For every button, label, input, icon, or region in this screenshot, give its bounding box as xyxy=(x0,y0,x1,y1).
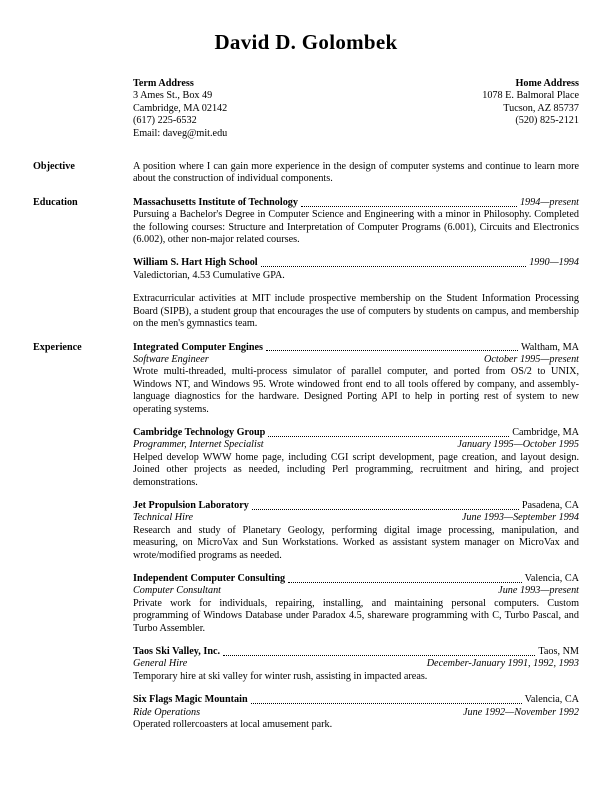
education-entry xyxy=(133,197,579,247)
dot-leader xyxy=(223,655,535,656)
education-body: Pursuing a Bachelor's Degree in Computer Science and Engineering with a minor in Philosophy. Completed the following courses: Structure and Interpretation of Computer Programs (6.001), Circuits and Electronics (6.002), other non-major related courses. xyxy=(133,209,579,246)
dot-leader xyxy=(261,266,527,267)
home-address-label: Home Address xyxy=(515,78,579,89)
experience-section xyxy=(33,342,579,732)
job-description: Operated rollercoasters at local amusement park. xyxy=(133,719,333,731)
term-address-line: Cambridge, MA 02142 xyxy=(133,102,228,114)
role-row xyxy=(133,707,579,719)
job-role: Technical Hire xyxy=(133,512,194,524)
job-description: Research and study of Planetary Geology, performing digital image processing, manipulation, and measuring, on MicroVax and Sun Workstations. Worked as assistant system manager on MicroVax and wrote/modified programs as needed. xyxy=(133,524,579,561)
section-label-experience: Experience xyxy=(33,341,82,353)
dot-leader xyxy=(251,703,522,704)
education-entry xyxy=(133,257,579,282)
job-dates: June 1992—November 1992 xyxy=(462,706,579,718)
experience-content xyxy=(133,342,579,732)
company-location: Valencia, CA xyxy=(524,573,579,584)
job-role: Ride Operations xyxy=(133,706,201,718)
company-location: Cambridge, MA xyxy=(512,426,579,438)
job-dates: June 1993—September 1994 xyxy=(461,512,579,524)
education-dates: 1990—1994 xyxy=(529,257,579,269)
entry-heading xyxy=(133,573,579,585)
role-row xyxy=(133,354,579,366)
experience-entry xyxy=(133,342,579,416)
company-location: Pasadena, CA xyxy=(521,499,579,511)
education-note: Extracurricular activities at MIT include prospective membership on the Student Information Processing Board (SIPB), a student group that encourages the use of computers by students on campus, and membership on the men's gymnastics team. xyxy=(133,293,579,330)
company-name: Six Flags Magic Mountain xyxy=(133,694,248,706)
objective-text: A position where I can gain more experience in the design of computer systems and continue to learn more about the construction of individual components. xyxy=(133,161,579,185)
home-address-line: 1078 E. Balmoral Place xyxy=(482,90,579,102)
entry-heading xyxy=(133,694,579,706)
company-name: Taos Ski Valley, Inc. xyxy=(133,646,221,658)
term-address-block xyxy=(133,78,227,140)
job-dates: June 1993—present xyxy=(498,585,579,597)
objective-content xyxy=(133,161,579,186)
company-name: Independent Computer Consulting xyxy=(133,573,286,584)
page-title: David D. Golombek xyxy=(214,30,398,54)
role-row xyxy=(133,585,579,597)
term-address-email: Email: daveg@mit.edu xyxy=(133,127,228,139)
dot-leader xyxy=(268,436,509,437)
entry-heading xyxy=(133,500,579,512)
company-location: Valencia, CA xyxy=(524,694,579,706)
entry-heading xyxy=(133,257,579,269)
experience-entry xyxy=(133,500,579,562)
company-location: Taos, NM xyxy=(538,646,579,658)
objective-section xyxy=(33,161,579,186)
job-description: Wrote multi-threaded, multi-process simulator of parallel computer, and ported from OS/2 to UNIX, Windows NT, and Windows 95. Wrote windowed front end to all tools offered by company, and assembly-language diagnostics for the hardware. Designed Porting API to help in porting rest of system to new operating systems. xyxy=(133,366,579,415)
education-body: Valedictorian, 4.53 Cumulative GPA. xyxy=(133,269,285,281)
role-row xyxy=(133,658,579,670)
entry-heading xyxy=(133,197,579,209)
job-dates: October 1995—present xyxy=(484,353,579,365)
job-role: Computer Consultant xyxy=(133,585,222,597)
role-row xyxy=(133,439,579,451)
entry-heading xyxy=(133,427,579,439)
experience-entry xyxy=(133,694,579,731)
role-row xyxy=(133,512,579,524)
experience-entry xyxy=(133,427,579,489)
experience-entry xyxy=(133,646,579,683)
job-dates: December-January 1991, 1992, 1993 xyxy=(426,658,579,670)
home-address-block xyxy=(482,78,579,140)
section-label-education: Education xyxy=(33,196,78,208)
job-description: Helped develop WWW home page, including CGI script development, page creation, and layout design. Joined other projects as needed, including Perl programming, recruitment and hiring, and project demonstrations. xyxy=(133,451,579,488)
job-dates: January 1995—October 1995 xyxy=(457,439,579,451)
dot-leader xyxy=(266,350,518,351)
school-name: William S. Hart High School xyxy=(133,257,258,269)
home-address-line: (520) 825-2121 xyxy=(515,115,579,127)
section-label-objective: Objective xyxy=(33,161,75,173)
education-dates: 1994—present xyxy=(519,196,579,208)
dot-leader xyxy=(301,206,517,207)
company-name: Jet Propulsion Laboratory xyxy=(133,499,249,511)
education-content xyxy=(133,197,579,331)
entry-heading xyxy=(133,342,579,354)
school-name: Massachusetts Institute of Technology xyxy=(133,196,298,208)
term-address-line: (617) 225-6532 xyxy=(133,115,197,127)
dot-leader xyxy=(288,582,522,583)
company-name: Cambridge Technology Group xyxy=(133,426,266,438)
company-location: Waltham, MA xyxy=(520,341,579,353)
education-section xyxy=(33,197,579,331)
job-description: Private work for individuals, repairing, installing, and maintaining personal computers. Custom programming of Windows Database under Paradox 4.5, shareware programming with C, Turbo Pascal, and Turbo Assembler. xyxy=(133,597,579,634)
company-name: Integrated Computer Engines xyxy=(133,341,263,353)
job-role: Programmer, Internet Specialist xyxy=(133,439,264,451)
home-address-line: Tucson, AZ 85737 xyxy=(503,102,579,114)
contact-block xyxy=(133,78,579,140)
job-role: General Hire xyxy=(133,658,188,670)
experience-entry xyxy=(133,573,579,635)
job-role: Software Engineer xyxy=(133,353,209,365)
term-address-label: Term Address xyxy=(133,78,194,89)
entry-heading xyxy=(133,646,579,658)
job-description: Temporary hire at ski valley for winter rush, assisting in impacted areas. xyxy=(133,670,428,682)
term-address-line: 3 Ames St., Box 49 xyxy=(133,90,213,102)
dot-leader xyxy=(252,509,519,510)
